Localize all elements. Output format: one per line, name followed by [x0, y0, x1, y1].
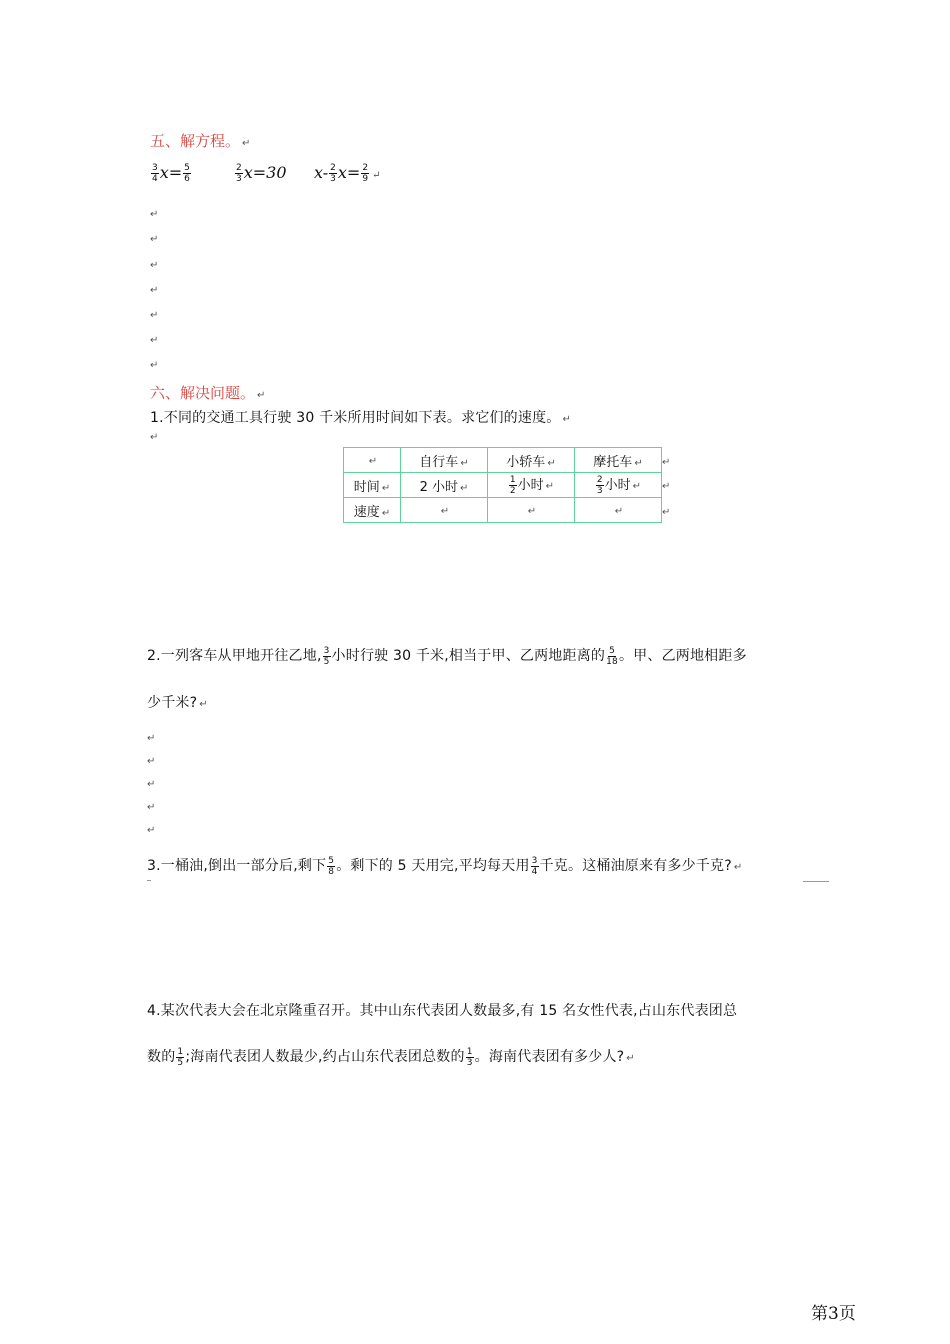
paragraph-mark: ↵ [150, 432, 159, 443]
fraction: $\frac{3}{4}$ [152, 163, 158, 184]
paragraph-mark: ↵ [147, 756, 156, 767]
page-number: 第3页 [811, 1304, 856, 1324]
equation-3: x- $\frac{2}{3}$ x= $\frac{2}{9}$ ↵ [314, 163, 381, 184]
motorcycle-time: $\frac{2}{3}$ 小时 ↵ [575, 473, 662, 498]
question-4-line-2: 数的 $\frac{1}{5}$ ;海南代表团人数最少,约占山东代表团总数的 $\frac{1}{3}$ 。海南代表团有多少人? ↵ [147, 1046, 635, 1068]
divider [147, 880, 151, 881]
bicycle-time: 2 小时 ↵ [401, 473, 488, 498]
fraction: $\frac{3}{4}$ [531, 855, 538, 877]
paragraph-mark: ↵ [150, 260, 159, 271]
question-1-text: 1.不同的交通工具行驶 30 千米所用时间如下表。求它们的速度。 ↵ [150, 410, 572, 426]
section-5-heading: 五、解方程。 ↵ [150, 132, 251, 150]
table-row-speed [344, 498, 662, 523]
header-bicycle: 自行车 ↵ [401, 448, 488, 473]
fraction: $\frac{2}{3}$ [236, 163, 242, 184]
header-car: 小轿车 ↵ [488, 448, 575, 473]
paragraph-mark: ↵ [147, 733, 156, 744]
paragraph-mark: ↵ [147, 825, 156, 836]
paragraph-mark: ↵ [150, 335, 159, 346]
paragraph-mark: ↵ [147, 779, 156, 790]
car-time: $\frac{1}{2}$ 小时 ↵ [488, 473, 575, 498]
fraction: $\frac{3}{5}$ [323, 645, 330, 667]
paragraph-mark: ↵ [150, 310, 159, 321]
header-motorcycle: 摩托车 ↵ [575, 448, 662, 473]
fraction: $\frac{5}{6}$ [184, 163, 190, 184]
table-header-row [344, 448, 662, 473]
paragraph-mark: ↵ [150, 234, 159, 245]
table-corner-cell: ↵ [344, 448, 401, 473]
paragraph-mark: ↵ [150, 285, 159, 296]
row-end-mark: ↵ [662, 507, 671, 518]
fraction: $\frac{2}{9}$ [362, 163, 369, 184]
question-2-line-2: 少千米? ↵ [147, 695, 208, 711]
row-end-mark: ↵ [662, 481, 671, 492]
table-row-time [344, 473, 662, 498]
equation-1: $\frac{3}{4}$ x= $\frac{5}{6}$ [152, 163, 190, 184]
speed-label: 速度 ↵ [344, 498, 401, 523]
paragraph-mark: ↵ [150, 360, 159, 371]
row-end-mark: ↵ [662, 457, 671, 468]
section-6-heading: 六、解决问题。 ↵ [150, 384, 266, 402]
time-label: 时间 ↵ [344, 473, 401, 498]
fraction: $\frac{5}{8}$ [328, 855, 335, 877]
speed-table [343, 447, 662, 523]
car-speed-blank: ↵ [488, 498, 575, 523]
question-2-line-1: 2.一列客车从甲地开往乙地, $\frac{3}{5}$ 小时行驶 30 千米,相当于甲、乙两地距离的 $\frac{5}{18}$ 。甲、乙两地相距多 [147, 645, 747, 667]
fraction: $\frac{2}{3}$ [330, 163, 336, 184]
fraction: $\frac{5}{18}$ [606, 645, 618, 667]
bicycle-speed-blank: ↵ [401, 498, 488, 523]
paragraph-mark: ↵ [150, 209, 159, 220]
question-3-text: 3.一桶油,倒出一部分后,剩下 $\frac{5}{8}$ 。剩下的 5 天用完,平均每天用 $\frac{3}{4}$ 千克。这桶油原来有多少千克? ↵ [147, 855, 743, 877]
paragraph-mark: ↵ [147, 802, 156, 813]
motorcycle-speed-blank: ↵ [575, 498, 662, 523]
question-4-line-1: 4.某次代表大会在北京隆重召开。其中山东代表团人数最多,有 15 名女性代表,占山东代表团总 [147, 1003, 738, 1019]
divider [803, 881, 829, 882]
equation-2: $\frac{2}{3}$ x=30 [236, 163, 287, 184]
fraction: $\frac{1}{3}$ [466, 1046, 473, 1068]
fraction: $\frac{1}{5}$ [177, 1046, 184, 1068]
